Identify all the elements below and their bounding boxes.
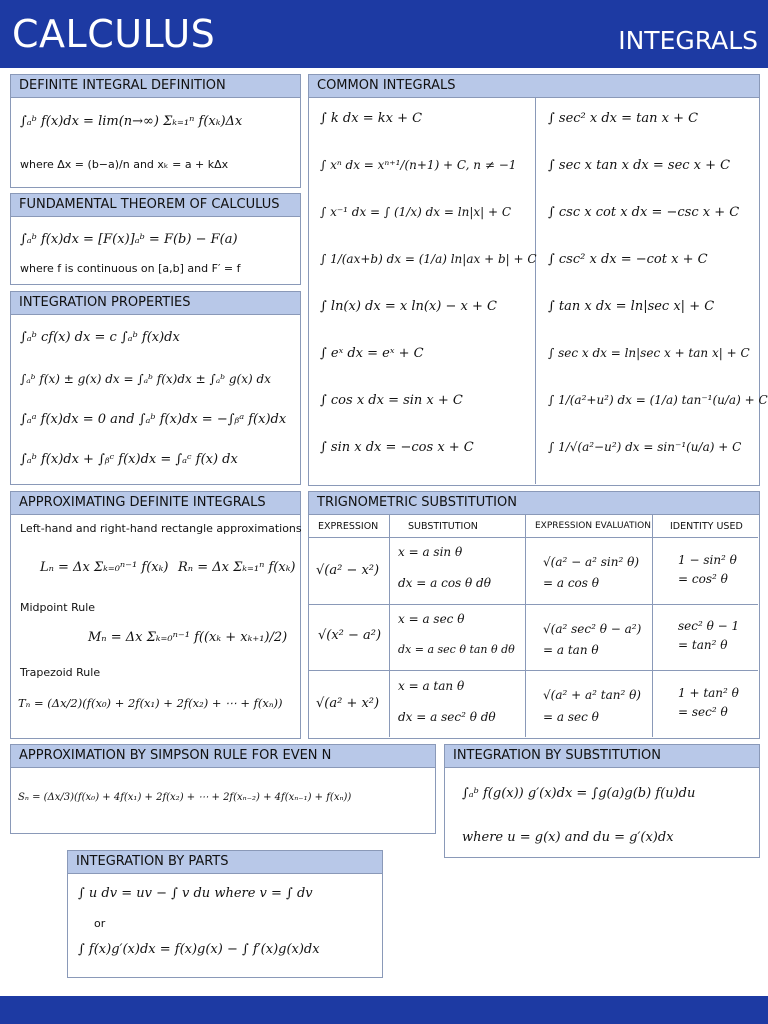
approx-mid: Mₙ = Δx Σₖ₌₀ⁿ⁻¹ f((xₖ + xₖ₊₁)/2) xyxy=(88,630,288,645)
trig-row2-expr: √(x² − a²) xyxy=(318,628,382,643)
trig-row1-id2: = cos² θ xyxy=(678,572,728,586)
trig-row2-id2: = tan² θ xyxy=(678,638,728,652)
parts-formula-1: ∫ u dv = uv − ∫ v du where v = ∫ dv xyxy=(78,886,313,901)
property-4: ∫ₐᵇ f(x)dx + ∫ᵦᶜ f(x)dx = ∫ₐᶜ f(x) dx xyxy=(20,452,238,467)
properties-heading: INTEGRATION PROPERTIES xyxy=(10,291,301,315)
trig-heading: TRIGNOMETRIC SUBSTITUTION xyxy=(308,491,760,515)
trig-col-identity: IDENTITY USED xyxy=(670,521,743,532)
common-integrals-heading: COMMON INTEGRALS xyxy=(308,74,760,98)
trig-row3-eval2: = a sec θ xyxy=(543,710,599,724)
common-right-6: ∫ sec x dx = ln|sec x + tan x| + C xyxy=(548,346,750,360)
trig-col-evaluation: EXPRESSION EVALUATION xyxy=(535,521,651,531)
simpson-formula: Sₙ = (Δx/3)(f(x₀) + 4f(x₁) + 2f(x₂) + ⋯ + 2f(xₙ₋₂) + 4f(xₙ₋₁) + f(xₙ)) xyxy=(18,792,352,803)
trig-row2-eval1: √(a² sec² θ − a²) xyxy=(543,622,642,636)
common-right-7: ∫ 1/(a²+u²) dx = (1/a) tan⁻¹(u/a) + C xyxy=(548,393,768,407)
common-right-8: ∫ 1/√(a²−u²) dx = sin⁻¹(u/a) + C xyxy=(548,440,742,454)
common-right-3: ∫ csc x cot x dx = −csc x + C xyxy=(548,205,740,220)
parts-or: or xyxy=(94,917,106,930)
common-integrals-box xyxy=(308,74,760,486)
approx-rect-label: Left-hand and right-hand rectangle approximations xyxy=(20,522,302,535)
trig-col-expression: EXPRESSION xyxy=(318,521,379,532)
ftc-heading: FUNDAMENTAL THEOREM OF CALCULUS xyxy=(10,193,301,217)
common-integrals-divider xyxy=(535,98,536,484)
trig-row3-sub1: x = a tan θ xyxy=(398,679,465,693)
approx-left-sum: Lₙ = Δx Σₖ₌₀ⁿ⁻¹ f(xₖ) xyxy=(40,560,169,575)
common-left-2: ∫ xⁿ dx = xⁿ⁺¹/(n+1) + C, n ≠ −1 xyxy=(320,158,517,172)
approx-mid-label: Midpoint Rule xyxy=(20,601,96,614)
property-1: ∫ₐᵇ cf(x) dx = c ∫ₐᵇ f(x)dx xyxy=(20,330,180,345)
approx-right-sum: Rₙ = Δx Σₖ₌₁ⁿ f(xₖ) xyxy=(178,560,296,575)
definite-integral-formula: ∫ₐᵇ f(x)dx = lim(n→∞) Σₖ₌₁ⁿ f(xₖ)Δx xyxy=(20,114,243,129)
parts-heading: INTEGRATION BY PARTS xyxy=(67,850,383,874)
page-subtitle: INTEGRALS xyxy=(618,26,758,55)
trig-row1-sub2: dx = a cos θ dθ xyxy=(398,576,491,590)
approx-trap: Tₙ = (Δx/2)(f(x₀) + 2f(x₁) + 2f(x₂) + ⋯ + f(xₙ)) xyxy=(18,696,283,710)
definite-integral-heading: DEFINITE INTEGRAL DEFINITION xyxy=(10,74,301,98)
ftc-note: where f is continuous on [a,b] and F′ = f xyxy=(20,262,241,275)
trig-row1-expr: √(a² − x²) xyxy=(316,563,380,578)
footer-bar xyxy=(0,996,768,1024)
trig-row-rule-2 xyxy=(308,670,758,671)
title-banner xyxy=(0,0,768,68)
trig-row2-sub1: x = a sec θ xyxy=(398,612,465,626)
trig-row2-sub2: dx = a sec θ tan θ dθ xyxy=(398,643,515,656)
approx-trap-label: Trapezoid Rule xyxy=(20,666,101,679)
property-3: ∫ₐᵃ f(x)dx = 0 and ∫ₐᵇ f(x)dx = −∫ᵦᵃ f(x)dx xyxy=(20,412,287,427)
definite-integral-note: where Δx = (b−a)/n and xₖ = a + kΔx xyxy=(20,158,229,171)
trig-row1-eval1: √(a² − a² sin² θ) xyxy=(543,555,640,569)
trig-row1-id1: 1 − sin² θ xyxy=(678,553,737,567)
trig-row3-sub2: dx = a sec² θ dθ xyxy=(398,710,496,724)
trig-row-rule-1 xyxy=(308,604,758,605)
trig-header-rule xyxy=(308,537,758,538)
common-right-4: ∫ csc² x dx = −cot x + C xyxy=(548,252,708,267)
trig-row1-sub1: x = a sin θ xyxy=(398,545,463,559)
ftc-formula: ∫ₐᵇ f(x)dx = [F(x)]ₐᵇ = F(b) − F(a) xyxy=(20,232,238,247)
common-right-2: ∫ sec x tan x dx = sec x + C xyxy=(548,158,731,173)
common-left-8: ∫ sin x dx = −cos x + C xyxy=(320,440,474,455)
trig-row1-eval2: = a cos θ xyxy=(543,576,599,590)
trig-row2-id1: sec² θ − 1 xyxy=(678,619,740,633)
trig-row2-eval2: = a tan θ xyxy=(543,643,599,657)
approx-heading: APPROXIMATING DEFINITE INTEGRALS xyxy=(10,491,301,515)
trig-row3-eval1: √(a² + a² tan² θ) xyxy=(543,688,641,702)
trig-col-rule-3 xyxy=(652,515,653,737)
trig-row3-id1: 1 + tan² θ xyxy=(678,686,739,700)
page-title: CALCULUS xyxy=(12,12,216,56)
common-right-1: ∫ sec² x dx = tan x + C xyxy=(548,111,699,126)
substitution-heading: INTEGRATION BY SUBSTITUTION xyxy=(444,744,760,768)
common-left-6: ∫ eˣ dx = eˣ + C xyxy=(320,346,424,361)
common-left-5: ∫ ln(x) dx = x ln(x) − x + C xyxy=(320,299,497,314)
trig-col-substitution: SUBSTITUTION xyxy=(408,521,478,532)
trig-col-rule-2 xyxy=(525,515,526,737)
substitution-formula: ∫ₐᵇ f(g(x)) g′(x)dx = ∫g(a)g(b) f(u)du xyxy=(462,786,696,801)
common-right-5: ∫ tan x dx = ln|sec x| + C xyxy=(548,299,715,314)
simpson-heading: APPROXIMATION BY SIMPSON RULE FOR EVEN N xyxy=(10,744,436,768)
trig-row3-id2: = sec² θ xyxy=(678,705,728,719)
trig-row3-expr: √(a² + x²) xyxy=(316,696,380,711)
common-left-1: ∫ k dx = kx + C xyxy=(320,111,423,126)
common-left-7: ∫ cos x dx = sin x + C xyxy=(320,393,463,408)
parts-formula-2: ∫ f(x)g′(x)dx = f(x)g(x) − ∫ f′(x)g(x)dx xyxy=(78,942,320,957)
substitution-note: where u = g(x) and du = g′(x)dx xyxy=(462,830,674,845)
trig-col-rule-1 xyxy=(389,515,390,737)
common-left-3: ∫ x⁻¹ dx = ∫ (1/x) dx = ln|x| + C xyxy=(320,205,512,219)
common-left-4: ∫ 1/(ax+b) dx = (1/a) ln|ax + b| + C xyxy=(320,252,537,266)
property-2: ∫ₐᵇ f(x) ± g(x) dx = ∫ₐᵇ f(x)dx ± ∫ₐᵇ g(x) dx xyxy=(20,372,271,386)
